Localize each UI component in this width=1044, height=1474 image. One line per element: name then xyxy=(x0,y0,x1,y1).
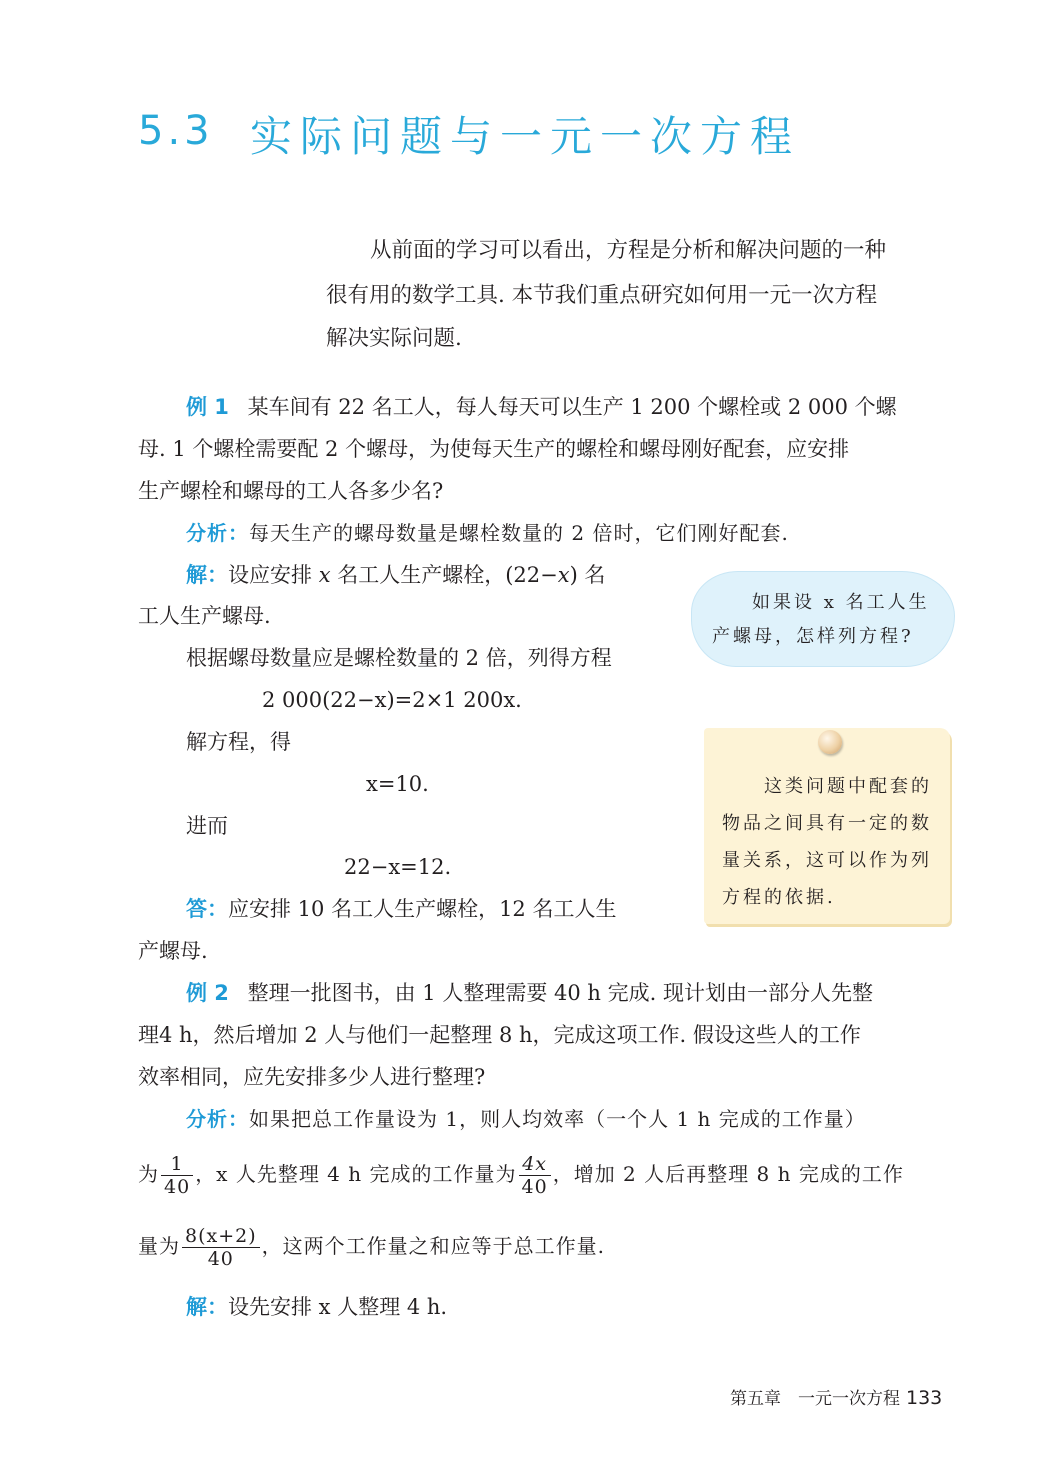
example-1-result-1: x=10. xyxy=(366,772,429,796)
section-number: 5.3 xyxy=(138,108,214,154)
example-2-analysis-line-1 xyxy=(186,1104,866,1134)
note-line-2: 物品之间具有一定的数 xyxy=(722,813,932,834)
answer-text: 应安排 10 名工人生产螺栓，12 名工人生 xyxy=(228,897,617,921)
solution-text-a: 设应安排 xyxy=(228,563,319,587)
example-1-basis: 根据螺母数量应是螺栓数量的 2 倍，列得方程 xyxy=(186,646,612,670)
analysis-label: 分析： xyxy=(186,521,249,545)
analysis-2-text-3a: 量为 xyxy=(138,1234,180,1258)
note-line-4: 方程的依据. xyxy=(722,887,836,908)
example-1-solve: 解方程，得 xyxy=(186,730,291,754)
analysis-2-text-1: 如果把总工作量设为 1，则人均效率（一个人 1 h 完成的工作量） xyxy=(249,1107,866,1131)
analysis-2-text-2b: ，x 人先整理 4 h 完成的工作量为 xyxy=(195,1162,517,1186)
example-2-line-1 xyxy=(186,978,873,1008)
example-2-line-3: 效率相同，应先安排多少人进行整理? xyxy=(138,1065,486,1089)
example-1-answer-line-1 xyxy=(186,894,616,924)
intro-line-1: 从前面的学习可以看出，方程是分析和解决问题的一种 xyxy=(370,238,887,263)
cloud-line-2: 产螺母，怎样列方程? xyxy=(712,626,914,647)
page-footer xyxy=(730,1384,942,1409)
solution-label-2: 解： xyxy=(186,1295,228,1319)
analysis-2-text-3b: ，这两个工作量之和应等于总工作量. xyxy=(261,1234,605,1258)
example-2-text-1: 整理一批图书，由 1 人整理需要 40 h 完成. 现计划由一部分人先整 xyxy=(247,981,873,1005)
page-number: 133 xyxy=(906,1387,943,1409)
fraction-1-over-40 xyxy=(161,1153,193,1198)
solution-var-2: x xyxy=(557,563,570,587)
example-1-answer-line-2: 产螺母. xyxy=(138,939,208,963)
solution-var: x xyxy=(318,563,331,587)
example-2-line-2: 理4 h，然后增加 2 人与他们一起整理 8 h，完成这项工作. 假设这些人的工作 xyxy=(138,1023,861,1047)
example-1-line-1 xyxy=(186,392,897,422)
solution-label: 解： xyxy=(186,563,228,587)
example-1-solution-line-1 xyxy=(186,560,605,590)
example-2-label: 例 2 xyxy=(186,981,229,1005)
fraction-denominator: 40 xyxy=(207,1248,234,1270)
pushpin-icon xyxy=(818,730,842,754)
fraction-numerator: 1 xyxy=(161,1153,193,1176)
fraction-denominator: 40 xyxy=(521,1176,548,1198)
analysis-2-text-2c: ，增加 2 人后再整理 8 h 完成的工作 xyxy=(552,1162,904,1186)
note-line-3: 量关系，这可以作为列 xyxy=(722,850,932,871)
analysis-label-2: 分析： xyxy=(186,1107,249,1131)
example-1-solution-line-2: 工人生产螺母. xyxy=(138,604,271,628)
fraction-numerator: 4x xyxy=(519,1153,551,1176)
analysis-2-text-2a: 为 xyxy=(138,1162,159,1186)
example-2-analysis-line-3 xyxy=(138,1220,605,1272)
example-1-then: 进而 xyxy=(186,814,228,838)
solution-text-c: ) 名 xyxy=(569,563,606,587)
chapter-label: 第五章 一元一次方程 xyxy=(730,1389,900,1409)
answer-label: 答： xyxy=(186,897,228,921)
fraction-numerator: 8(x+2) xyxy=(182,1225,260,1248)
cloud-line-1: 如果设 x 名工人生 xyxy=(752,592,930,613)
solution-2-text: 设先安排 x 人整理 4 h. xyxy=(228,1295,448,1319)
fraction-8x2-over-40 xyxy=(182,1225,260,1270)
solution-text-b: 名工人生产螺栓，(22− xyxy=(330,563,558,587)
example-1-label: 例 1 xyxy=(186,395,229,419)
example-1-result-2: 22−x=12. xyxy=(344,855,452,879)
example-2-analysis-line-2 xyxy=(138,1148,904,1200)
intro-line-2: 很有用的数学工具. 本节我们重点研究如何用一元一次方程 xyxy=(326,283,878,308)
intro-line-3: 解决实际问题. xyxy=(326,326,462,351)
note-line-1: 这类问题中配套的 xyxy=(764,776,932,797)
fraction-4x-over-40 xyxy=(519,1153,551,1198)
example-1-text-1: 某车间有 22 名工人，每人每天可以生产 1 200 个螺栓或 2 000 个螺 xyxy=(247,395,897,419)
example-2-solution xyxy=(186,1292,447,1322)
example-1-equation: 2 000(22−x)=2×1 200x. xyxy=(262,688,522,712)
fraction-denominator: 40 xyxy=(164,1176,191,1198)
section-title: 实际问题与一元一次方程 xyxy=(250,112,801,161)
example-1-line-2: 母. 1 个螺栓需要配 2 个螺母，为使每天生产的螺栓和螺母刚好配套，应安排 xyxy=(138,437,850,461)
example-1-analysis xyxy=(186,518,789,548)
example-1-line-3: 生产螺栓和螺母的工人各多少名? xyxy=(138,479,444,503)
analysis-text: 每天生产的螺母数量是螺栓数量的 2 倍时，它们刚好配套. xyxy=(249,521,789,545)
